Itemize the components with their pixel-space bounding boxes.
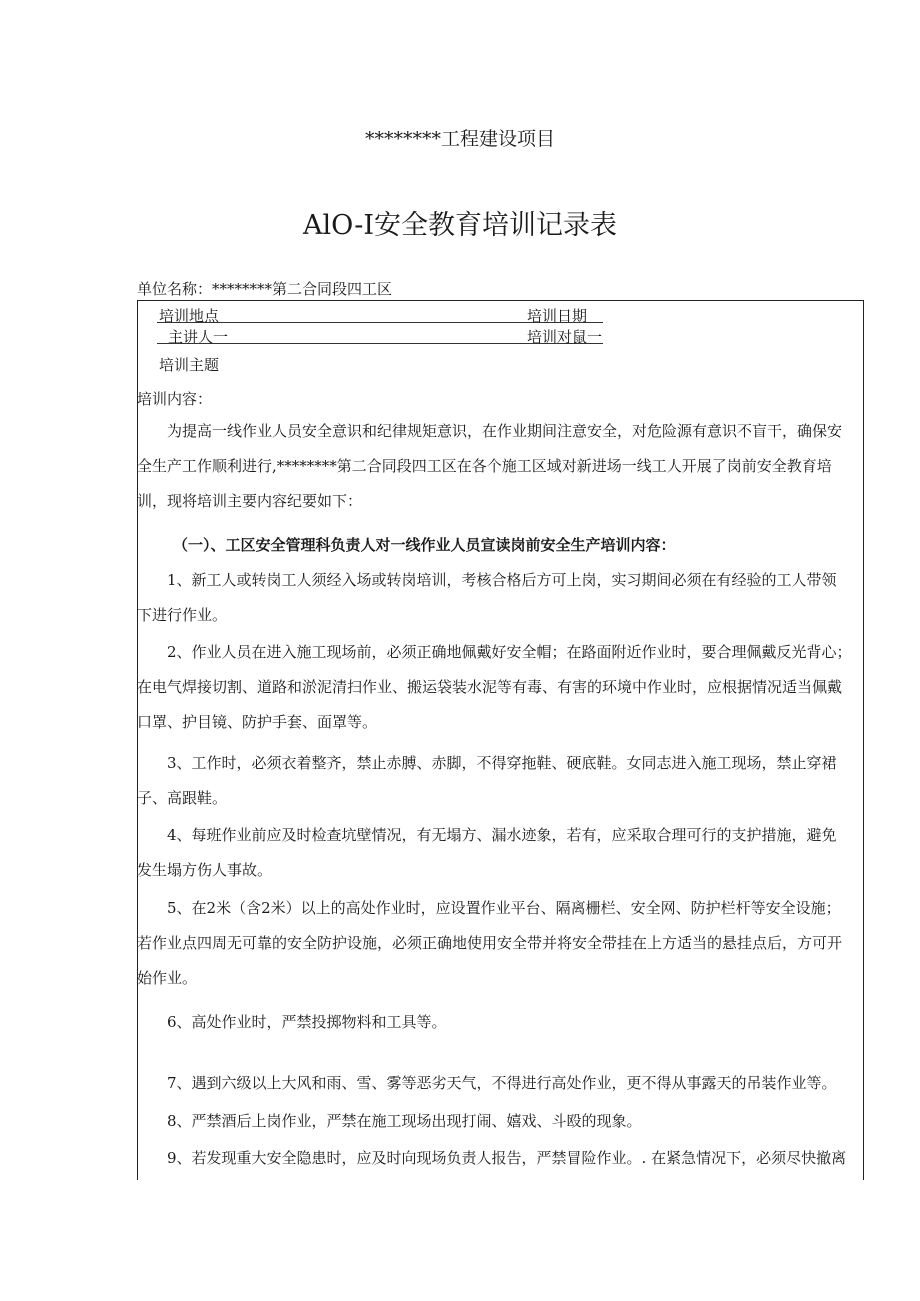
item-3-line-2: 子、高跟鞋。 (137, 789, 228, 807)
training-content-label: 培训内容： (137, 390, 213, 408)
unit-name: 单位名称：********第二合同段四工区 (137, 280, 393, 298)
intro-line-3: 训，现将培训主要内容纪要如下： (137, 492, 363, 510)
item-5-line-3: 始作业。 (137, 969, 198, 987)
item-8-line: 8、严禁酒后上岗作业，严禁在施工现场出现打闹、嬉戏、斗殴的现象。 (167, 1112, 642, 1130)
audience-label: 培训对鼠一 (527, 328, 603, 346)
item-1-line-1: 1、新工人或转岗工人须经入场或转岗培训，考核合格后方可上岗，实习期间必须在有经验的工人带领 (167, 571, 837, 589)
item-7-line: 7、遇到六级以上大风和雨、雪、雾等恶劣天气，不得进行高处作业，更不得从事露天的吊装作业等。 (167, 1074, 837, 1092)
item-2-line-1: 2、作业人员在进入施工现场前，必须正确地佩戴好安全帽；在路面附近作业时，要合理佩戴反光背心； (167, 643, 852, 661)
item-8 (137, 1104, 864, 1139)
item-5-line-2: 若作业点四周无可靠的安全防护设施，必须正确地使用安全带并将安全带挂在上方适当的悬挂点后，方可开 (137, 934, 843, 952)
item-5-line-1: 5、在2米（含2米）以上的高处作业时，应设置作业平台、隔离栅栏、安全网、防护栏杆等安全设施； (167, 899, 841, 917)
form-title: AlO-I安全教育培训记录表 (302, 210, 618, 241)
project-title: ********工程建设项目 (364, 128, 555, 150)
item-7 (137, 1066, 864, 1101)
location-date-underline (157, 322, 603, 323)
item-4 (137, 818, 864, 888)
item-1 (137, 563, 864, 633)
lecturer-audience-underline (157, 343, 603, 344)
item-5 (137, 891, 864, 996)
item-2-line-2: 在电气焊接切割、道路和淤泥清扫作业、搬运袋装水泥等有毒、有害的环境中作业时，应根据情况适当佩戴 (137, 678, 843, 696)
training-topic-label: 培训主题 (159, 356, 220, 374)
item-3 (137, 746, 864, 816)
item-4-line-1: 4、每班作业前应及时检查坑壁情况，有无塌方、漏水迹象，若有，应采取合理可行的支护措施，避免 (167, 826, 837, 844)
item-4-line-2: 发生塌方伤人事故。 (137, 861, 273, 879)
lecturer-label: 主讲人一 (168, 328, 229, 346)
intro-line-2: 全生产工作顺利进行,********第二合同段四工区在各个施工区域对新进场一线工人开展了岗前安全教育培 (137, 457, 832, 475)
item-2-line-3: 口罩、护目镜、防护手套、面罩等。 (137, 713, 378, 731)
training-location-label: 培训地点 (159, 307, 220, 325)
item-3-line-1: 3、工作时，必须衣着整齐，禁止赤膊、赤脚，不得穿拖鞋、硬底鞋。女同志进入施工现场，禁止穿裙 (167, 754, 837, 772)
intro-line-1: 为提高一线作业人员安全意识和纪律规矩意识，在作业期间注意安全，对危险源有意识不盲干，确保安 (167, 422, 843, 440)
intro-paragraph (137, 414, 864, 519)
item-6-line: 6、高处作业时，严禁投掷物料和工具等。 (167, 1013, 447, 1031)
item-9-line: 9、若发现重大安全隐患时，应及时向现场负责人报告，严禁冒险作业。. 在紧急情况下，必须尽快撤离 (167, 1149, 847, 1167)
item-6 (137, 1005, 864, 1040)
item-2 (137, 635, 864, 740)
training-date-label: 培训日期 (527, 307, 588, 325)
section-heading: （一）、工区安全管理科负责人对一线作业人员宣读岗前安全生产培训内容： (173, 536, 676, 554)
item-9 (137, 1141, 864, 1176)
item-1-line-2: 下进行作业。 (137, 606, 228, 624)
